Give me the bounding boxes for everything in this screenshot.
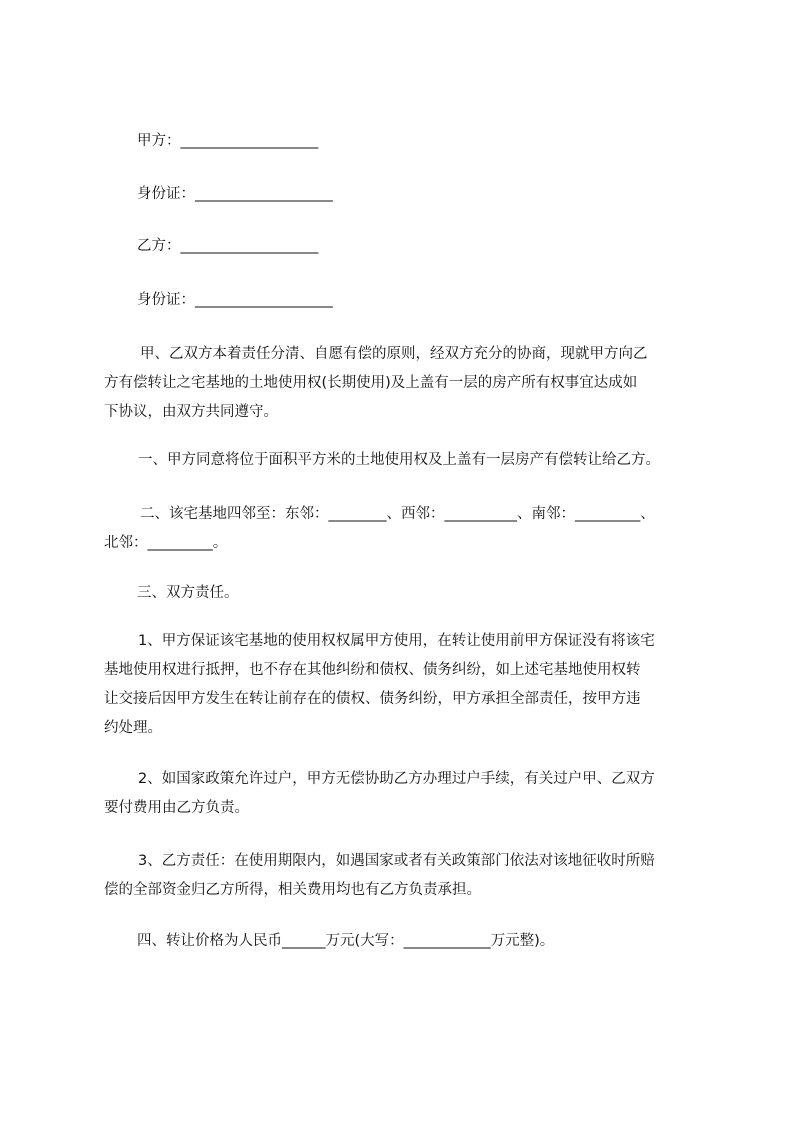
clause-3-item-3 [104,847,655,905]
clause-3-item-2-line-2: 要付费用由乙方负责。 [104,800,249,816]
clause-3-item-1 [104,627,655,743]
clause-3-item-2-line-1: 2、如国家政策允许过户，甲方无偿协助乙方办理过户手续，有关过户甲、乙双方 [138,771,655,787]
clause-3-item-3-line-2: 偿的全部资金归乙方所得，相关费用均也有乙方负责承担。 [104,882,481,898]
clause-3-heading: 三、双方责任。 [137,585,239,601]
clause-3-item-2 [104,765,655,823]
preamble-paragraph [104,340,648,427]
clause-2-paragraph [104,500,655,558]
party-a-line: 甲方：___________________ [137,133,319,149]
preamble-line-3: 下协议，由双方共同遵守。 [104,404,278,420]
party-b-line: 乙方：___________________ [137,238,319,254]
preamble-line-1: 甲、乙双方本着责任分清、自愿有偿的原则，经双方充分的协商，现就甲方向乙 [140,346,648,362]
clause-2-line-1: 二、该宅基地四邻至：东邻：________、西邻：__________、南邻：_________、 [140,506,655,522]
clause-3-item-1-line-2: 基地使用权进行抵押，也不存在其他纠纷和债权、债务纠纷，如上述宅基地使用权转 [104,662,641,678]
clause-4: 四、转让价格为人民币______万元(大写：____________万元整)。 [137,933,555,949]
party-a-id-line: 身份证：___________________ [137,186,333,202]
clause-3-item-3-line-1: 3、乙方责任：在使用期限内，如遇国家或者有关政策部门依法对该地征收时所赔 [138,853,655,869]
clause-3-item-1-line-3: 让交接后因甲方发生在转让前存在的债权、债务纠纷，甲方承担全部责任，按甲方违 [104,691,641,707]
clause-3-item-1-line-1: 1、甲方保证该宅基地的使用权权属甲方使用，在转让使用前甲方保证没有将该宅 [138,633,655,649]
preamble-line-2: 方有偿转让之宅基地的土地使用权(长期使用)及上盖有一层的房产所有权事宜达成如 [104,375,638,391]
clause-2-line-2: 北邻：_________。 [104,535,228,551]
clause-3-item-1-line-4: 约处理。 [104,720,162,736]
clause-1: 一、甲方同意将位于面积平方米的土地使用权及上盖有一层房产有偿转让给乙方。 [138,452,660,468]
party-b-id-line: 身份证：___________________ [137,292,333,308]
